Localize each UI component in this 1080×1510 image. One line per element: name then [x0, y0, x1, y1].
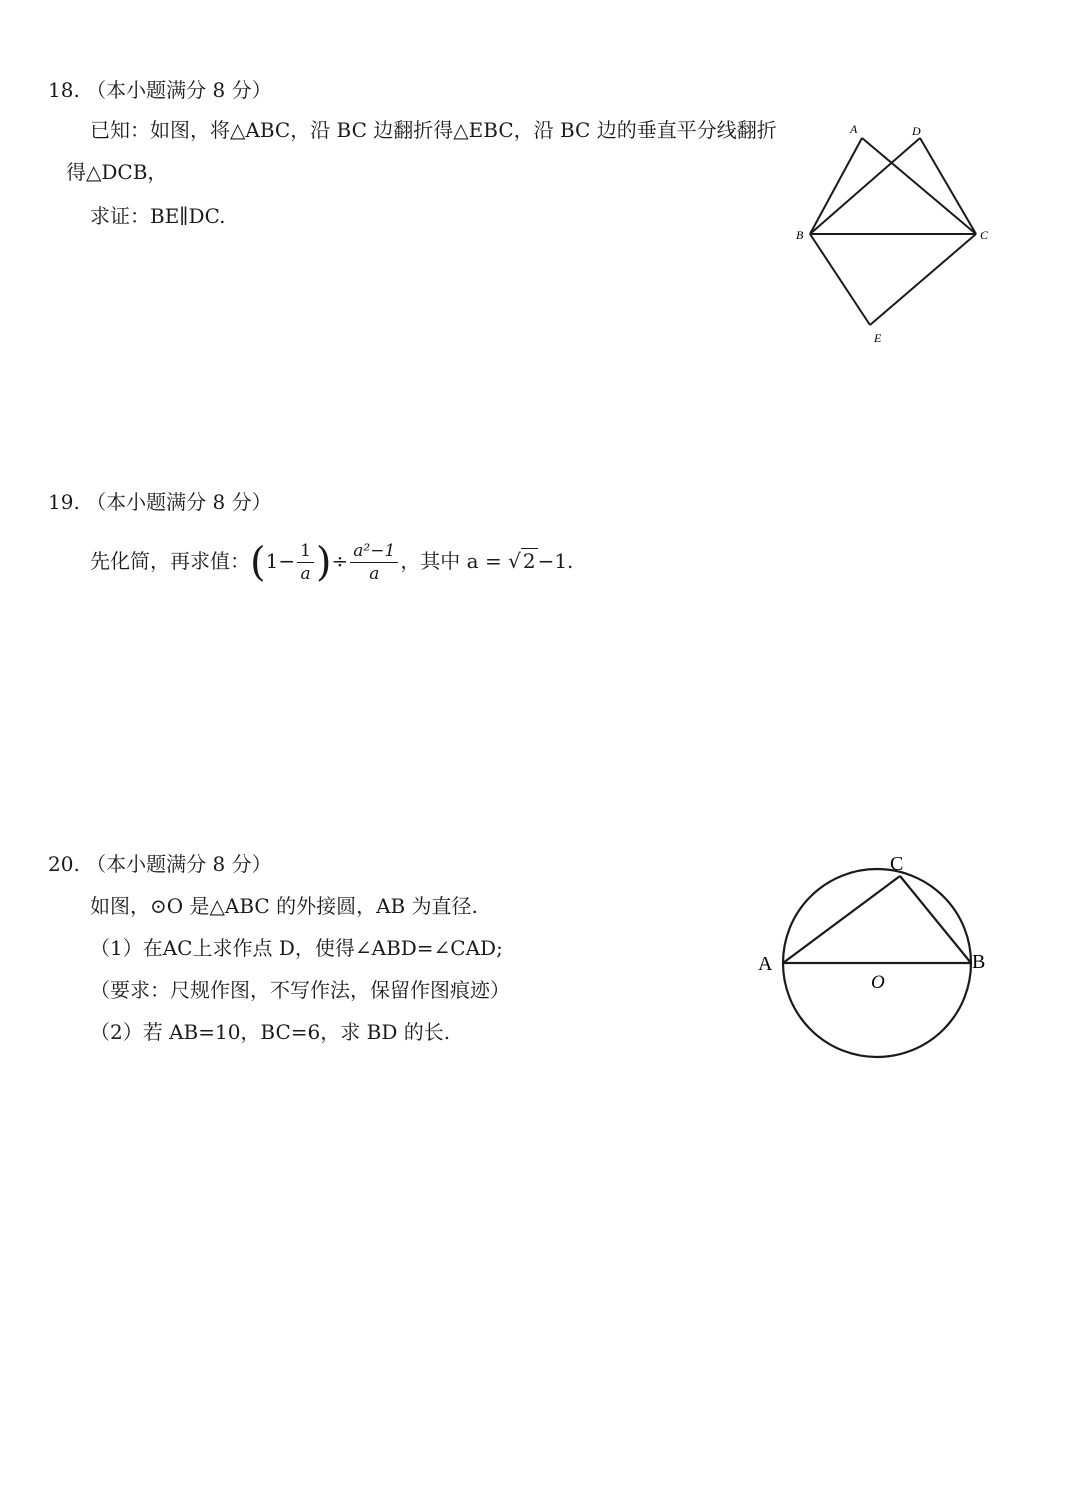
- instruction-text: 先化简，再求值：: [90, 549, 250, 573]
- problem-20-figure: [750, 850, 1000, 1065]
- chord-AC: [783, 876, 900, 963]
- segment-DB: [810, 138, 920, 234]
- sqrt-symbol: √: [508, 549, 521, 573]
- segment-AB: [810, 138, 862, 234]
- fraction-denominator: a: [369, 564, 380, 584]
- segment-BE: [810, 234, 870, 325]
- segment-AC: [862, 138, 976, 234]
- problem-18-text-3: 求证：BE∥DC.: [90, 204, 226, 228]
- problem-points: （本小题满分 8 分）: [86, 490, 272, 514]
- problem-19-title: [48, 488, 272, 516]
- problem-20-text-1: 如图，⊙O 是△ABC 的外接圆，AB 为直径.: [90, 894, 478, 918]
- problem-18-figure: [790, 115, 1010, 355]
- fraction-a2-minus-1-over-a: [350, 540, 398, 585]
- label-B: B: [796, 228, 804, 242]
- problem-number: 18.: [48, 78, 80, 102]
- problem-20-text-2: （1）在AC上求作点 D，使得∠ABD=∠CAD;: [90, 936, 503, 960]
- right-paren: ): [315, 539, 332, 586]
- fraction-numerator: a²−1: [350, 540, 398, 563]
- problem-19: [0, 480, 1080, 620]
- fraction-denominator: a: [300, 564, 311, 584]
- label-A: A: [850, 122, 858, 136]
- problem-19-expression: [90, 536, 573, 592]
- label-D: D: [912, 124, 921, 138]
- label-C: C: [980, 228, 989, 242]
- fraction-numerator: 1: [297, 540, 314, 563]
- problem-20: [0, 840, 1080, 1080]
- label-E: E: [874, 331, 882, 345]
- segment-DC: [920, 138, 976, 234]
- problem-20-title: [48, 850, 272, 878]
- fraction-1-over-a: [297, 540, 314, 585]
- term-one: 1−: [265, 549, 296, 573]
- problem-20-text-4: （2）若 AB=10，BC=6，求 BD 的长.: [90, 1020, 451, 1044]
- problem-number: 20.: [48, 852, 80, 876]
- problem-points: （本小题满分 8 分）: [86, 852, 272, 876]
- divide-sign: ÷: [331, 549, 349, 573]
- label-B: B: [972, 951, 986, 973]
- left-paren: (: [250, 539, 266, 586]
- segment-EC: [870, 234, 976, 325]
- problem-18-text-2: 得△DCB，: [66, 160, 168, 184]
- problem-18: [0, 0, 1080, 360]
- problem-points: （本小题满分 8 分）: [86, 78, 272, 102]
- label-A: A: [758, 953, 773, 975]
- condition-text: ，其中 a =: [400, 549, 502, 573]
- problem-18-title: [48, 76, 272, 104]
- expression-tail: −1.: [537, 549, 574, 573]
- label-O: O: [871, 972, 885, 993]
- sqrt-radicand: 2: [522, 549, 536, 573]
- problem-number: 19.: [48, 490, 80, 514]
- problem-18-text-1: 已知：如图，将△ABC，沿 BC 边翻折得△EBC，沿 BC 边的垂直平分线翻折: [90, 118, 777, 142]
- problem-20-text-3: （要求：尺规作图，不写作法，保留作图痕迹）: [90, 978, 510, 1002]
- label-C: C: [890, 853, 904, 875]
